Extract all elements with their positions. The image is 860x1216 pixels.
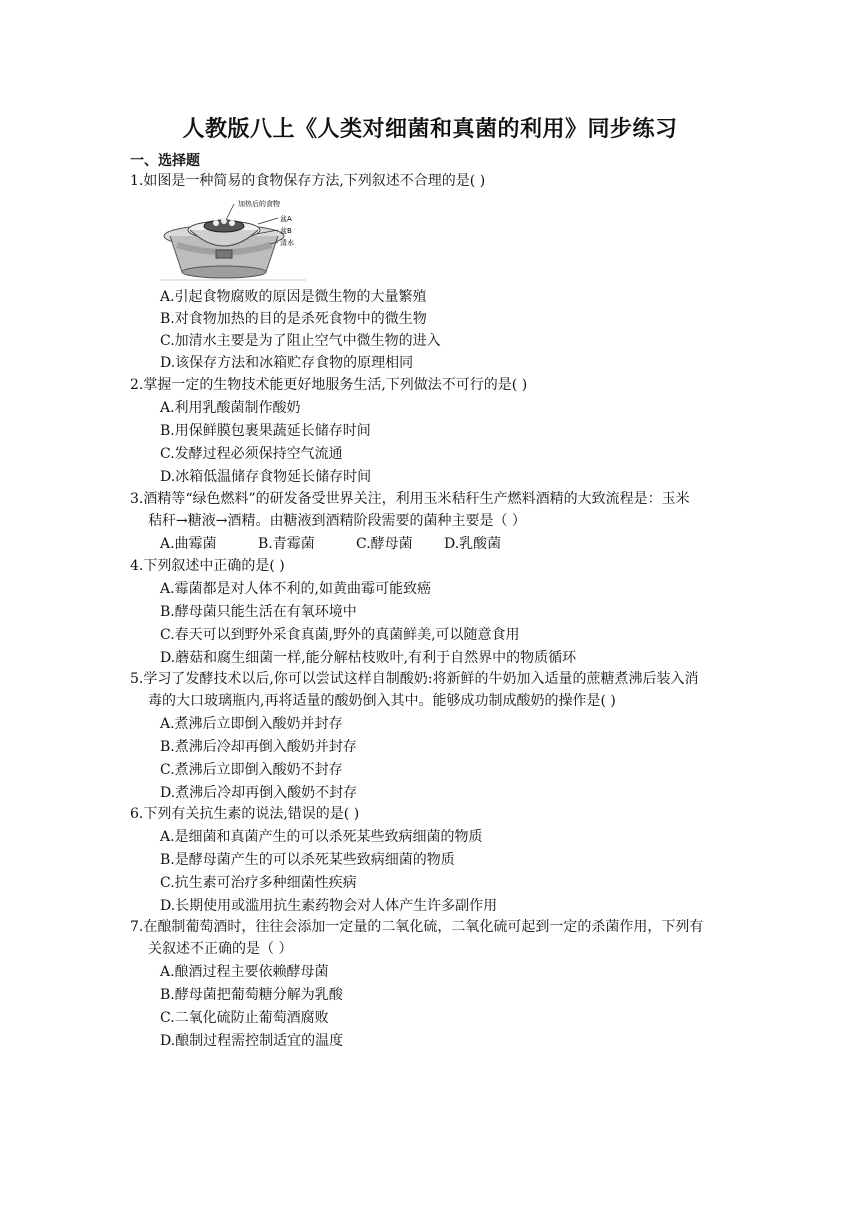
question-4-stem: 4.下列叙述中正确的是( ): [130, 558, 285, 574]
figure-label-water: 清水: [280, 239, 294, 247]
q5-option-d: D.煮沸后冷却再倒入酸奶不封存: [160, 785, 358, 801]
q5-option-c: C.煮沸后立即倒入酸奶不封存: [160, 762, 343, 778]
q3-option-a: A.曲霉菌: [160, 536, 217, 552]
q3-option-b: B.青霉菌: [258, 536, 315, 552]
q3-option-c: C.酵母菌: [356, 536, 413, 552]
q7-option-b: B.酵母菌把葡萄糖分解为乳酸: [160, 987, 343, 1003]
food-preservation-figure: [160, 196, 306, 282]
q6-option-b: B.是酵母菌产生的可以杀死某些致病细菌的物质: [160, 852, 455, 868]
question-7-stem-cont: 关叙述不正确的是（ ）: [148, 941, 293, 957]
q7-option-a: A.酿酒过程主要依赖酵母菌: [160, 964, 329, 980]
page-title: 人教版八上《人类对细菌和真菌的利用》同步练习: [182, 117, 678, 142]
q5-option-a: A.煮沸后立即倒入酸奶并封存: [160, 716, 343, 732]
q1-option-c: C.加清水主要是为了阻止空气中微生物的进入: [160, 333, 441, 349]
q4-option-d: D.蘑菇和腐生细菌一样,能分解枯枝败叶,有利于自然界中的物质循环: [160, 650, 577, 666]
q2-option-b: B.用保鲜膜包裹果蔬延长储存时间: [160, 423, 371, 439]
q7-option-c: C.二氧化硫防止葡萄酒腐败: [160, 1010, 329, 1026]
q7-option-d: D.酿制过程需控制适宜的温度: [160, 1033, 344, 1049]
q2-option-d: D.冰箱低温储存食物延长储存时间: [160, 469, 372, 485]
question-7-stem: 7.在酿制葡萄酒时，往往会添加一定量的二氧化硫，二氧化硫可起到一定的杀菌作用，下列有: [130, 919, 704, 935]
question-6-stem: 6.下列有关抗生素的说法,错误的是( ): [130, 806, 360, 822]
q1-option-d: D.该保存方法和冰箱贮存食物的原理相同: [160, 355, 414, 371]
q3-option-d: D.乳酸菌: [444, 536, 502, 552]
question-1-stem: 1.如图是一种简易的食物保存方法,下列叙述不合理的是( ): [130, 173, 486, 189]
figure-label-basin-a: 盆A: [280, 215, 292, 223]
q5-option-b: B.煮沸后冷却再倒入酸奶并封存: [160, 739, 357, 755]
question-5-stem-cont: 毒的大口玻璃瓶内,再将适量的酸奶倒入其中。能够成功制成酸奶的操作是( ): [148, 693, 616, 709]
figure-label-basin-b: 盆B: [280, 227, 292, 235]
question-2-stem: 2.掌握一定的生物技术能更好地服务生活,下列做法不可行的是( ): [130, 377, 528, 393]
q6-option-a: A.是细菌和真菌产生的可以杀死某些致病细菌的物质: [160, 829, 483, 845]
q2-option-c: C.发酵过程必须保持空气流通: [160, 446, 343, 462]
section-heading: 一、选择题: [130, 153, 200, 169]
figure-label-food: 加热后的食物: [238, 200, 280, 208]
question-3-stem: 3.酒精等“绿色燃料”的研发备受世界关注，利用玉米秸秆生产燃料酒精的大致流程是：玉米: [130, 491, 690, 507]
q4-option-a: A.霉菌都是对人体不利的,如黄曲霉可能致癌: [160, 581, 432, 597]
q4-option-c: C.春天可以到野外采食真菌,野外的真菌鲜美,可以随意食用: [160, 627, 520, 643]
q6-option-c: C.抗生素可治疗多种细菌性疾病: [160, 875, 357, 891]
q6-option-d: D.长期使用或滥用抗生素药物会对人体产生许多副作用: [160, 898, 498, 914]
question-3-stem-cont: 秸秆→糖液→酒精。由糖液到酒精阶段需要的菌种主要是（ ）: [148, 513, 526, 529]
q1-option-a: A.引起食物腐败的原因是微生物的大量繁殖: [160, 289, 427, 305]
q3-options-row: [160, 535, 501, 553]
q2-option-a: A.利用乳酸菌制作酸奶: [160, 400, 301, 416]
q4-option-b: B.酵母菌只能生活在有氧环境中: [160, 604, 357, 620]
q1-option-b: B.对食物加热的目的是杀死食物中的微生物: [160, 311, 427, 327]
question-5-stem: 5.学习了发酵技术以后,你可以尝试这样自制酸奶:将新鲜的牛奶加入适量的蔗糖煮沸后装入消: [130, 671, 699, 687]
